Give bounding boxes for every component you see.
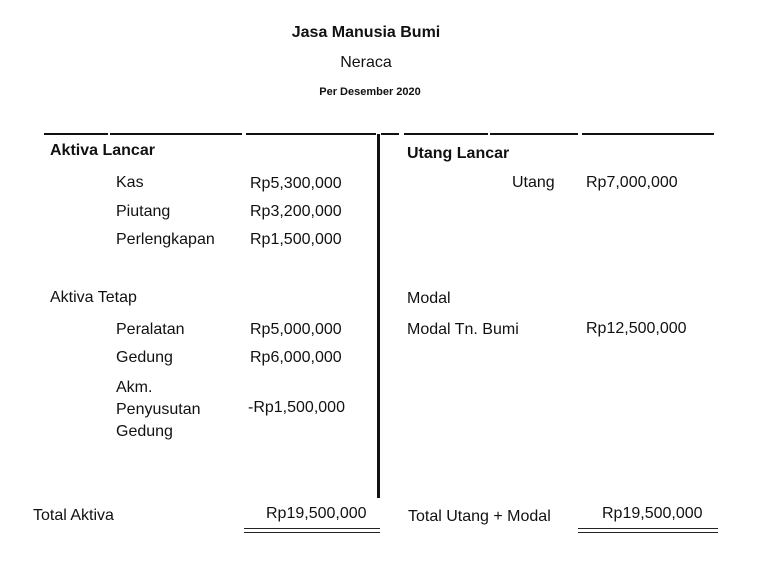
company-name: Jasa Manusia Bumi	[291, 24, 441, 41]
total-assets-value: Rp19,500,000	[266, 505, 367, 522]
section-liabilities: Utang Lancar	[407, 145, 510, 162]
header-rule-left-3	[246, 133, 376, 135]
equity-value-modal: Rp12,500,000	[586, 320, 687, 337]
report-period: Per Desember 2020	[319, 86, 421, 98]
header-rule-mid	[381, 133, 399, 135]
asset-label-gedung: Gedung	[116, 349, 173, 366]
liability-value-utang: Rp7,000,000	[586, 174, 678, 191]
asset-label-akm-penyusutan: Akm. Penyusutan Gedung	[116, 379, 201, 440]
asset-value-peralatan: Rp5,000,000	[250, 321, 342, 338]
section-fixed-assets: Aktiva Tetap	[50, 289, 137, 306]
asset-value-piutang: Rp3,200,000	[250, 203, 342, 220]
equity-label-modal: Modal Tn. Bumi	[407, 321, 519, 338]
header-rule-left-2	[110, 133, 242, 135]
total-liabilities-equity-value: Rp19,500,000	[602, 505, 703, 522]
asset-value-gedung: Rp6,000,000	[250, 349, 342, 366]
total-assets-underline-2	[244, 532, 380, 533]
asset-label-kas: Kas	[116, 174, 144, 191]
asset-value-perlengkapan: Rp1,500,000	[250, 231, 342, 248]
section-equity: Modal	[407, 290, 451, 307]
asset-label-perlengkapan: Perlengkapan	[116, 231, 215, 248]
report-title: Neraca	[340, 54, 392, 71]
asset-value-kas: Rp5,300,000	[250, 175, 342, 192]
asset-value-akm-penyusutan: -Rp1,500,000	[248, 399, 345, 416]
total-liabilities-underline-2	[578, 532, 718, 533]
asset-label-peralatan: Peralatan	[116, 321, 185, 338]
header-rule-right-1	[404, 133, 488, 135]
total-assets-label: Total Aktiva	[33, 507, 114, 524]
header-rule-right-2	[490, 133, 578, 135]
asset-label-piutang: Piutang	[116, 203, 171, 220]
total-liabilities-equity-label: Total Utang + Modal	[408, 508, 551, 525]
total-liabilities-underline-1	[578, 528, 718, 529]
header-rule-right-3	[582, 133, 714, 135]
liability-label-utang: Utang	[512, 174, 555, 191]
total-assets-underline-1	[244, 528, 380, 529]
section-current-assets: Aktiva Lancar	[50, 142, 155, 159]
header-rule-left-1	[44, 133, 108, 135]
center-divider	[377, 134, 380, 498]
